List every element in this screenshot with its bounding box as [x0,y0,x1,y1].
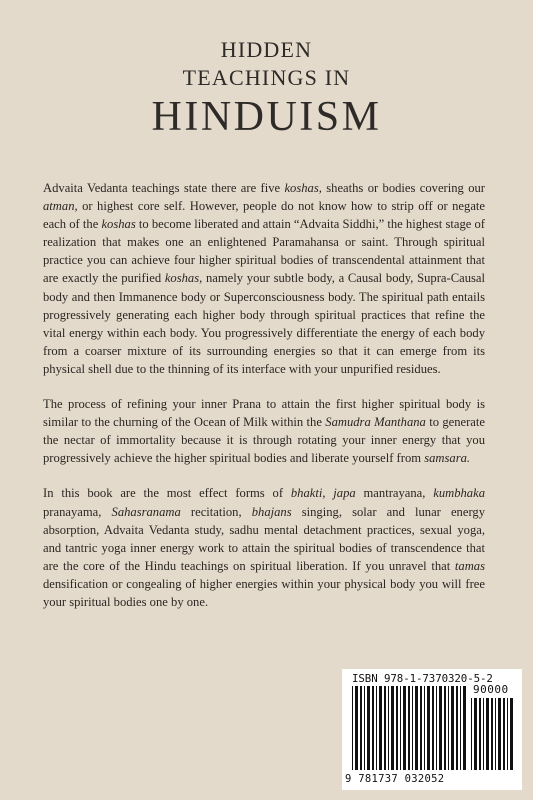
title-block [0,36,533,142]
ean-barcode-bars [352,686,466,770]
title-line-3: HINDUISM [151,94,382,140]
isbn-barcode [342,669,522,790]
ean-digits: 9 781737 032052 [345,773,445,785]
title-line-1: HIDDEN [220,37,313,62]
blurb-paragraph-3: In this book are the most effect forms of bhakti, japa mantrayana, kumbhaka pranayama, Sahasranama recitation, bhajans singing, solar and lunar energy absorption, Advaita Vedanta study, sadhu mental detachment practices, sexual yoga, and tantric yoga inner energy work to attain the spiritual bodies of transcendence that are the core of the Hindu teachings on spiritual liberation. If you unravel that tamas densification or congealing of higher energies within your physical body you will free your spiritual bodies one by one. [43,486,486,609]
blurb [43,179,485,628]
blurb-paragraph-1: Advaita Vedanta teachings state there are five koshas, sheaths or bodies covering our atman, or highest core self. However, people do not know how to strip off or negate each of the koshas to become liberated and attain “Advaita Siddhi,” the highest stage of realization that makes one an enlightened Paramahansa or saint. Through spiritual practice you can achieve four higher spiritual bodies of transcendental attainment that are exactly the purified koshas, namely your subtle body, a Causal body, Supra-Causal body and then Immanence body or Superconsciousness body. The spiritual path entails progressively generating each higher body through spiritual practices that refine the vital energy within each body. You progressively differentiate the energy of each body from a coarser mixture of its surrounding energies so that it can emerge from its physical shell due to the thinning of its interface with your unpurified residues. [43,181,485,376]
addon-digits: 90000 [473,683,509,696]
blurb-paragraph-2: The process of refining your inner Prana to attain the first higher spiritual body is similar to the churning of the Ocean of Milk within the Samudra Manthana to generate the nectar of immortality because it is through rotating your inner energy that you progressively achieve the higher spiritual bodies and liberate yourself from samsara. [43,397,485,466]
title-line-2: TEACHINGS IN [182,65,351,90]
isbn-label: ISBN 978-1-7370320-5-2 [352,672,493,685]
addon-barcode-bars [471,698,513,770]
